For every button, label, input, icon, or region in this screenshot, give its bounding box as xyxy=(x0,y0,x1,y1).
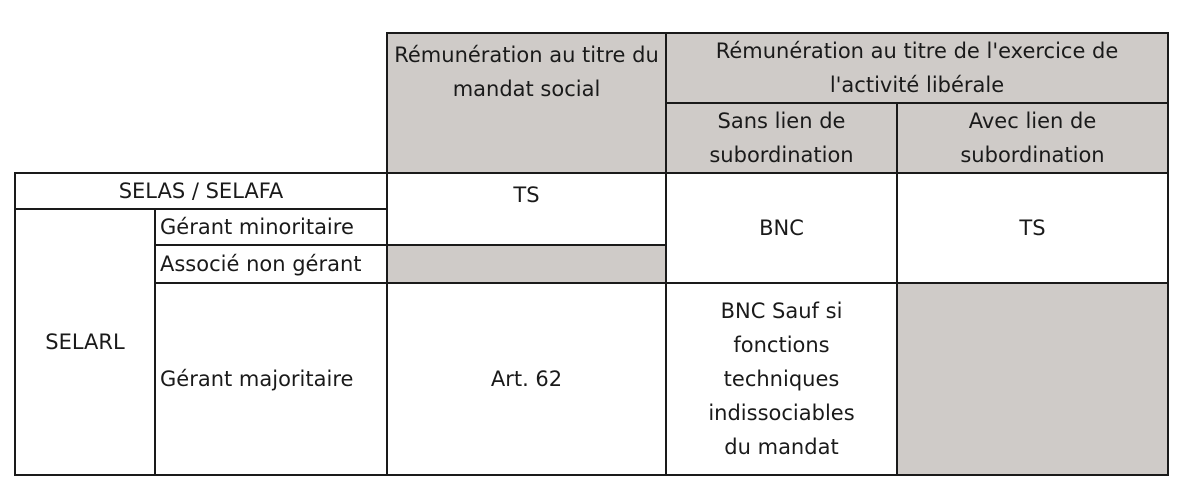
cell-gerant-majoritaire-sans-lien xyxy=(666,283,897,475)
sans-lien-bnc-text: BNC xyxy=(759,216,804,240)
bnc-sauf-si-text: BNC Sauf si fonctions techniques indissociables du mandat xyxy=(708,299,855,459)
selas-mandat-text: TS xyxy=(513,183,540,207)
gerant-minoritaire-text: Gérant minoritaire xyxy=(160,215,354,239)
empty-corner-cell xyxy=(15,33,387,173)
selas-selafa-text: SELAS / SELAFA xyxy=(118,179,284,203)
row-label-gerant-minoritaire xyxy=(155,209,387,245)
row-label-selarl xyxy=(15,209,155,475)
row-label-gerant-majoritaire xyxy=(155,283,387,475)
header-activite-liberale-text: Rémunération au titre de l'exercice de l'activité libérale xyxy=(715,39,1119,97)
associe-non-gerant-text: Associé non gérant xyxy=(160,252,362,276)
header-mandat-social xyxy=(387,33,666,173)
cell-sans-lien-bnc xyxy=(666,173,897,283)
avec-lien-ts-text: TS xyxy=(1019,216,1046,240)
header-avec-lien-text: Avec lien de subordination xyxy=(960,109,1105,167)
cell-avec-lien-ts xyxy=(897,173,1168,283)
remuneration-table xyxy=(14,32,1169,476)
header-avec-lien-subordination xyxy=(897,103,1168,173)
cell-gerant-majoritaire-avec-lien xyxy=(897,283,1168,475)
cell-associe-non-gerant-mandat xyxy=(387,245,666,283)
header-activite-liberale xyxy=(666,33,1168,103)
cell-selas-mandat xyxy=(387,173,666,245)
selarl-text: SELARL xyxy=(45,330,125,354)
header-sans-lien-subordination xyxy=(666,103,897,173)
gerant-majoritaire-text: Gérant majoritaire xyxy=(160,367,354,391)
header-sans-lien-text: Sans lien de subordination xyxy=(709,109,854,167)
header-mandat-social-text: Rémunération au titre du mandat social xyxy=(394,43,659,101)
row-label-associe-non-gerant xyxy=(155,245,387,283)
art-62-text: Art. 62 xyxy=(490,367,563,391)
cell-gerant-majoritaire-mandat xyxy=(387,283,666,475)
row-label-selas-selafa xyxy=(15,173,387,209)
